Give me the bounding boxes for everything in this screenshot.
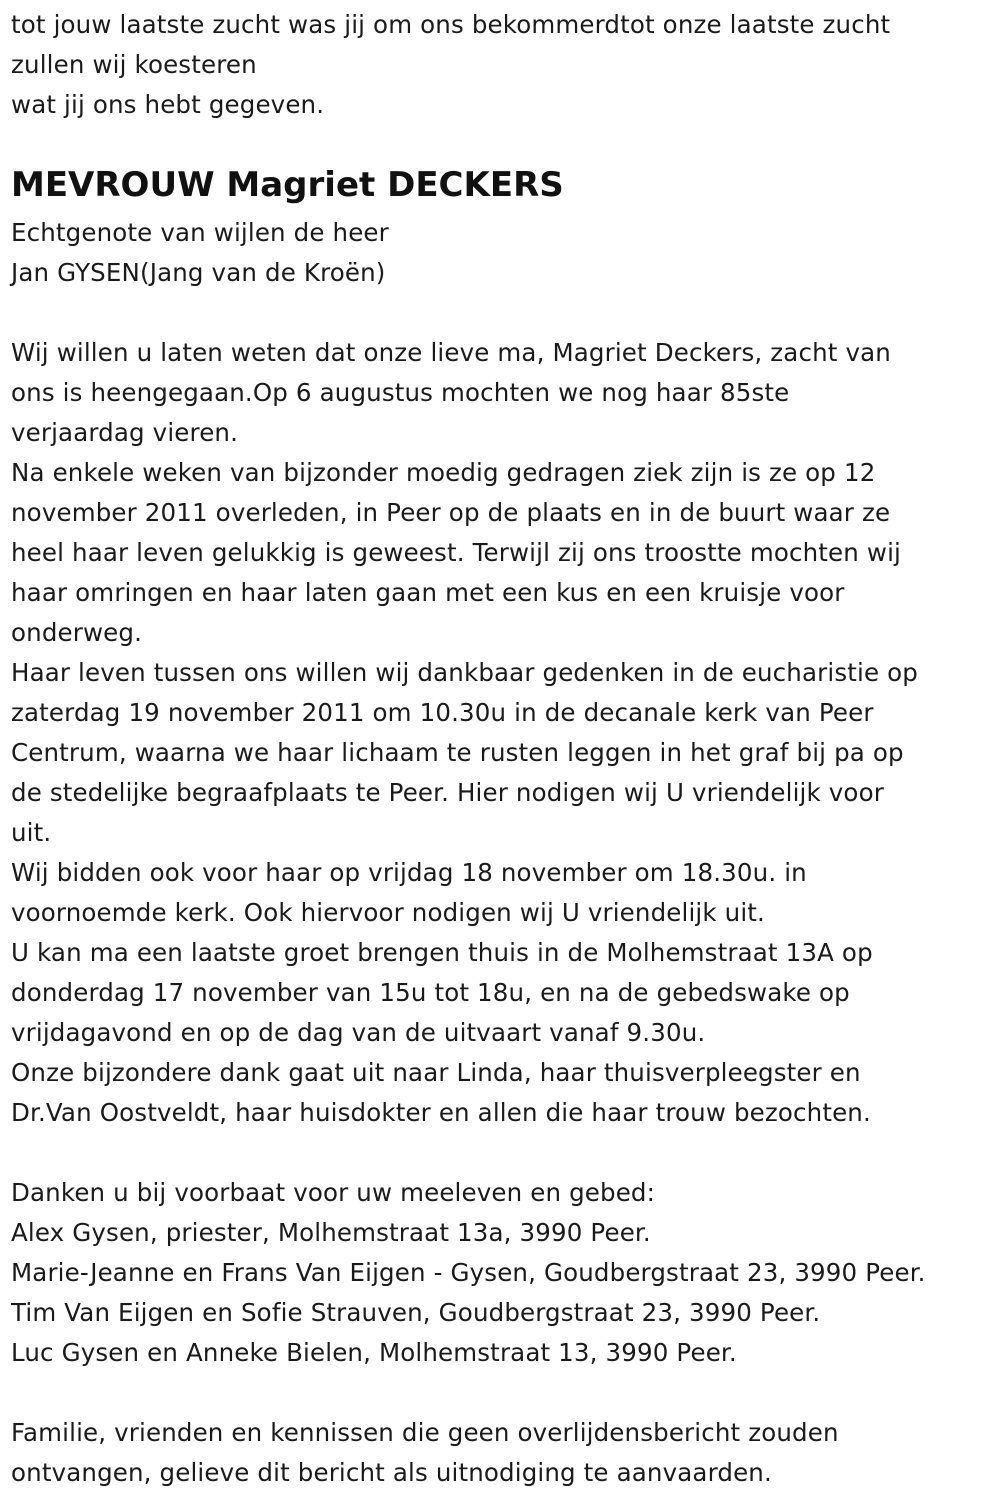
poem-line: zullen wij koesteren — [11, 50, 257, 79]
body-line: de stedelijke begraafplaats te Peer. Hier nodigen wij U vriendelijk voor — [11, 778, 884, 807]
body-line: zaterdag 19 november 2011 om 10.30u in de decanale kerk van Peer — [11, 698, 874, 727]
deceased-name-heading: MEVROUW Magriet DECKERS — [11, 165, 564, 205]
body-line: U kan ma een laatste groet brengen thuis in de Molhemstraat 13A op — [11, 938, 873, 967]
closing-line: Familie, vrienden en kennissen die geen overlijdensbericht zouden — [11, 1418, 839, 1447]
body-line: verjaardag vieren. — [11, 418, 239, 447]
subtitle-line: Echtgenote van wijlen de heer — [11, 218, 389, 247]
body-line: november 2011 overleden, in Peer op de plaats en in de buurt waar ze — [11, 498, 891, 527]
spacer — [11, 1373, 1000, 1413]
closing-line: ontvangen, gelieve dit bericht als uitnodiging te aanvaarden. — [11, 1458, 772, 1487]
body-line: heel haar leven gelukkig is geweest. Terwijl zij ons troostte mochten wij — [11, 538, 901, 567]
body-line: uit. — [11, 818, 52, 847]
signatory-line: Luc Gysen en Anneke Bielen, Molhemstraat 13, 3990 Peer. — [11, 1338, 737, 1367]
spacer — [11, 293, 1000, 333]
closing-note — [11, 1413, 1000, 1493]
body-line: donderdag 17 november van 15u tot 18u, en na de gebedswake op — [11, 978, 850, 1007]
body-line: Na enkele weken van bijzonder moedig gedragen ziek zijn is ze op 12 — [11, 458, 876, 487]
body-line: Onze bijzondere dank gaat uit naar Linda, haar thuisverpleegster en — [11, 1058, 861, 1087]
subtitle — [11, 213, 1000, 293]
announcement-body — [11, 333, 1000, 1133]
body-line: onderweg. — [11, 618, 143, 647]
spacer — [11, 1133, 1000, 1173]
poem-line: wat jij ons hebt gegeven. — [11, 90, 325, 119]
signatory-line: Alex Gysen, priester, Molhemstraat 13a, 3990 Peer. — [11, 1218, 651, 1247]
family-signatories — [11, 1173, 1000, 1373]
body-line: voornoemde kerk. Ook hiervoor nodigen wij U vriendelijk uit. — [11, 898, 765, 927]
body-line: Wij willen u laten weten dat onze lieve ma, Magriet Deckers, zacht van — [11, 338, 891, 367]
body-line: vrijdagavond en op de dag van de uitvaart vanaf 9.30u. — [11, 1018, 706, 1047]
body-line: ons is heengegaan.Op 6 augustus mochten we nog haar 85ste — [11, 378, 790, 407]
poem-line: tot jouw laatste zucht was jij om ons bekommerdtot onze laatste zucht — [11, 10, 891, 39]
body-line: Centrum, waarna we haar lichaam te rusten leggen in het graf bij pa op — [11, 738, 904, 767]
signatory-line: Marie-Jeanne en Frans Van Eijgen - Gysen, Goudbergstraat 23, 3990 Peer. — [11, 1258, 926, 1287]
signatory-line: Danken u bij voorbaat voor uw meeleven en gebed: — [11, 1178, 656, 1207]
body-line: haar omringen en haar laten gaan met een kus en een kruisje voor — [11, 578, 845, 607]
subtitle-line: Jan GYSEN(Jang van de Kroën) — [11, 258, 386, 287]
body-line: Haar leven tussen ons willen wij dankbaar gedenken in de eucharistie op — [11, 658, 918, 687]
signatory-line: Tim Van Eijgen en Sofie Strauven, Goudbergstraat 23, 3990 Peer. — [11, 1298, 821, 1327]
body-line: Wij bidden ook voor haar op vrijdag 18 november om 18.30u. in — [11, 858, 807, 887]
poem — [11, 5, 1000, 125]
body-line: Dr.Van Oostveldt, haar huisdokter en allen die haar trouw bezochten. — [11, 1098, 871, 1127]
